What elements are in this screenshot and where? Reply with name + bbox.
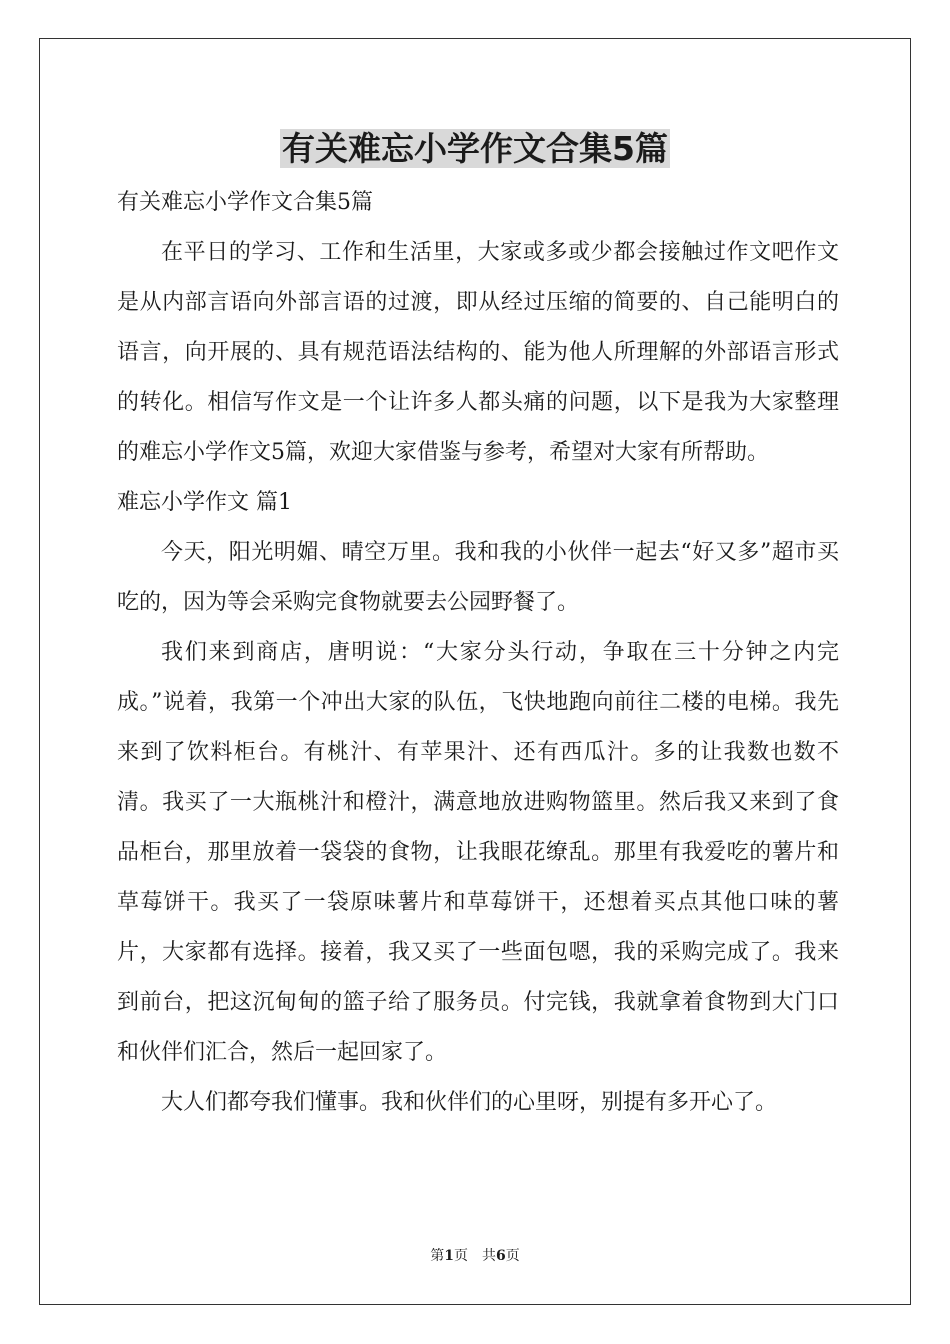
page-footer <box>0 1246 950 1266</box>
subtitle-line: 有关难忘小学作文合集5篇 <box>117 190 373 215</box>
total-prefix: 共 <box>482 1248 496 1264</box>
current-page-number: 1 <box>444 1248 454 1264</box>
essay-paragraph: 大人们都夸我们懂事。我和伙伴们的心里呀，别提有多开心了。 <box>161 1090 778 1115</box>
essay-heading: 难忘小学作文 篇1 <box>117 490 292 515</box>
page-suffix: 页 <box>454 1248 468 1264</box>
document-title <box>0 126 950 172</box>
document-body <box>117 178 839 1128</box>
essay-paragraph: 我们来到商店，唐明说：“大家分头行动，争取在三十分钟之内完成。”说着，我第一个冲出大家的队伍，飞快地跑向前往二楼的电梯。我先来到了饮料柜台。有桃汁、有苹果汁、还有西瓜汁。多的让我数也数不清。我买了一大瓶桃汁和橙汁，满意地放进购物篮里。然后我又来到了食品柜台，那里放着一袋袋的食物，让我眼花缭乱。那里有我爱吃的薯片和草莓饼干。我买了一袋原味薯片和草莓饼干，还想着买点其他口味的薯片，大家都有选择。接着，我又买了一些面包嗯，我的采购完成了。我来到前台，把这沉甸甸的篮子给了服务员。付完钱，我就拿着食物到大门口和伙伴们汇合，然后一起回家了。 <box>117 640 839 1065</box>
page-prefix: 第 <box>430 1248 445 1264</box>
document-title-text: 有关难忘小学作文合集5篇 <box>282 129 668 168</box>
total-page-number: 6 <box>496 1248 506 1264</box>
essay-paragraph: 今天，阳光明媚、晴空万里。我和我的小伙伴一起去“好又多”超市买吃的，因为等会采购完食物就要去公园野餐了。 <box>117 540 839 615</box>
total-suffix: 页 <box>505 1248 520 1264</box>
intro-paragraph: 在平日的学习、工作和生活里，大家或多或少都会接触过作文吧作文是从内部言语向外部言语的过渡，即从经过压缩的简要的、自己能明白的语言，向开展的、具有规范语法结构的、能为他人所理解的外部语言形式的转化。相信写作文是一个让许多人都头痛的问题，以下是我为大家整理的难忘小学作文5篇，欢迎大家借鉴与参考，希望对大家有所帮助。 <box>117 240 839 465</box>
